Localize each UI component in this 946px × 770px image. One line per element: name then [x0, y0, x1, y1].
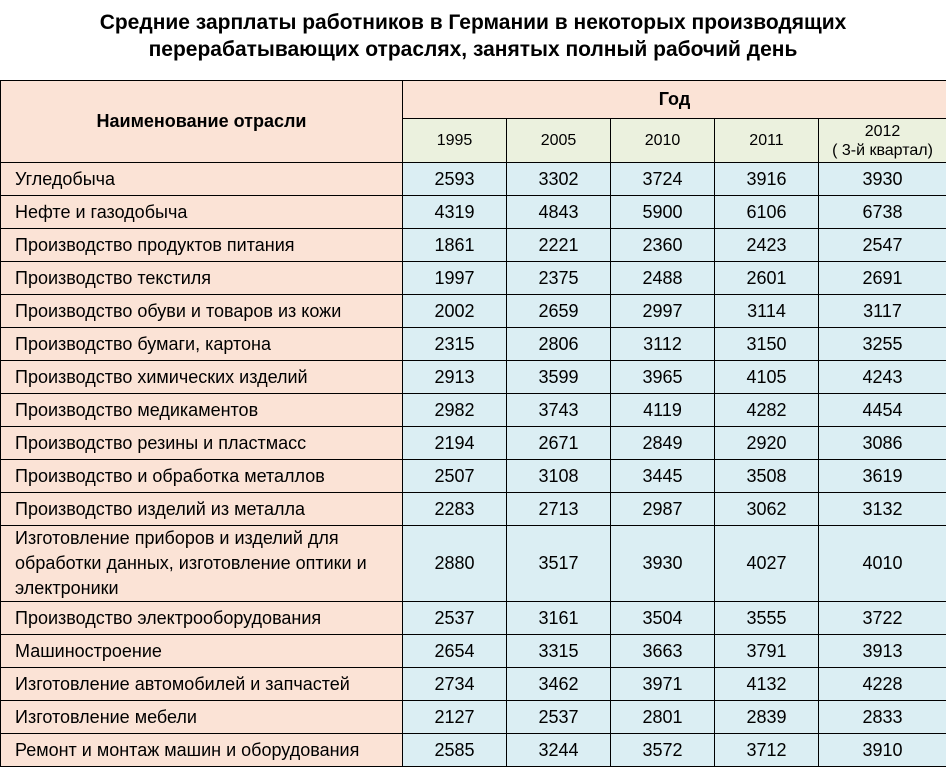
salary-value-cell: 2585 [403, 734, 507, 767]
year-header-2012-note: ( 3-й квартал) [832, 141, 933, 159]
industry-name-cell: Производство продуктов питания [1, 229, 403, 262]
salary-value-cell: 2537 [403, 602, 507, 635]
salary-value-cell: 3504 [611, 602, 715, 635]
salary-value-cell: 5900 [611, 196, 715, 229]
salary-value-cell: 3112 [611, 328, 715, 361]
salary-value-cell: 2913 [403, 361, 507, 394]
salary-value-cell: 4027 [715, 526, 819, 602]
salary-value-cell: 4243 [819, 361, 946, 394]
industry-name-cell: Ремонт и монтаж машин и оборудования [1, 734, 403, 767]
salary-value-cell: 3114 [715, 295, 819, 328]
salary-value-cell: 2601 [715, 262, 819, 295]
salary-value-cell: 2880 [403, 526, 507, 602]
salary-value-cell: 2801 [611, 701, 715, 734]
salary-value-cell: 6106 [715, 196, 819, 229]
salary-value-cell: 3965 [611, 361, 715, 394]
salary-value-cell: 3724 [611, 163, 715, 196]
table-row [1, 427, 946, 460]
industry-name-cell: Машиностроение [1, 635, 403, 668]
salary-table [0, 80, 946, 767]
salary-value-cell: 3913 [819, 635, 946, 668]
industry-name-cell: Производство бумаги, картона [1, 328, 403, 361]
salary-value-cell: 2507 [403, 460, 507, 493]
industry-name-cell: Производство текстиля [1, 262, 403, 295]
salary-value-cell: 3599 [507, 361, 611, 394]
salary-value-cell: 2849 [611, 427, 715, 460]
table-row [1, 526, 946, 602]
table-row [1, 328, 946, 361]
salary-value-cell: 2839 [715, 701, 819, 734]
salary-value-cell: 2315 [403, 328, 507, 361]
salary-value-cell: 3791 [715, 635, 819, 668]
salary-value-cell: 2593 [403, 163, 507, 196]
salary-value-cell: 4319 [403, 196, 507, 229]
page-title [0, 0, 946, 80]
table-row [1, 493, 946, 526]
year-group-header: Год [403, 81, 946, 119]
salary-value-cell: 4454 [819, 394, 946, 427]
salary-value-cell: 3150 [715, 328, 819, 361]
salary-value-cell: 2002 [403, 295, 507, 328]
salary-value-cell: 2671 [507, 427, 611, 460]
salary-value-cell: 2654 [403, 635, 507, 668]
salary-value-cell: 4119 [611, 394, 715, 427]
salary-value-cell: 3930 [611, 526, 715, 602]
salary-value-cell: 4010 [819, 526, 946, 602]
salary-value-cell: 3062 [715, 493, 819, 526]
table-row [1, 701, 946, 734]
salary-value-cell: 3930 [819, 163, 946, 196]
salary-value-cell: 3086 [819, 427, 946, 460]
industry-name-cell: Производство изделий из металла [1, 493, 403, 526]
salary-value-cell: 2488 [611, 262, 715, 295]
title-line-1: Средние зарплаты работников в Германии в некоторых производящих [99, 11, 847, 34]
salary-value-cell: 2375 [507, 262, 611, 295]
salary-value-cell: 3663 [611, 635, 715, 668]
salary-value-cell: 4132 [715, 668, 819, 701]
year-header-2012 [819, 119, 946, 163]
salary-value-cell: 3910 [819, 734, 946, 767]
salary-value-cell: 4228 [819, 668, 946, 701]
salary-value-cell: 2283 [403, 493, 507, 526]
table-row [1, 229, 946, 262]
salary-value-cell: 2691 [819, 262, 946, 295]
salary-value-cell: 2360 [611, 229, 715, 262]
industry-name-cell: Угледобыча [1, 163, 403, 196]
table-row [1, 734, 946, 767]
salary-value-cell: 2833 [819, 701, 946, 734]
industry-column-header: Наименование отрасли [1, 81, 403, 163]
salary-value-cell: 2920 [715, 427, 819, 460]
salary-value-cell: 2659 [507, 295, 611, 328]
salary-value-cell: 3916 [715, 163, 819, 196]
industry-name-cell: Изготовление автомобилей и запчастей [1, 668, 403, 701]
salary-value-cell: 3722 [819, 602, 946, 635]
salary-value-cell: 3619 [819, 460, 946, 493]
table-row [1, 262, 946, 295]
salary-value-cell: 4105 [715, 361, 819, 394]
salary-value-cell: 3117 [819, 295, 946, 328]
table-row [1, 635, 946, 668]
title-line-2: перерабатывающих отраслях, занятых полный рабочий день [148, 38, 798, 61]
year-header-2011: 2011 [715, 119, 819, 163]
year-header-2005: 2005 [507, 119, 611, 163]
industry-name-cell: Производство химических изделий [1, 361, 403, 394]
salary-value-cell: 3445 [611, 460, 715, 493]
salary-value-cell: 2127 [403, 701, 507, 734]
salary-value-cell: 2987 [611, 493, 715, 526]
table-row [1, 163, 946, 196]
salary-value-cell: 2806 [507, 328, 611, 361]
salary-value-cell: 3302 [507, 163, 611, 196]
table-row [1, 394, 946, 427]
salary-value-cell: 3971 [611, 668, 715, 701]
salary-value-cell: 3132 [819, 493, 946, 526]
salary-value-cell: 6738 [819, 196, 946, 229]
salary-value-cell: 2221 [507, 229, 611, 262]
salary-value-cell: 2194 [403, 427, 507, 460]
table-row [1, 196, 946, 229]
industry-name-cell: Изготовление приборов и изделий для обработки данных, изготовление оптики и электроники [1, 526, 403, 602]
table-row [1, 460, 946, 493]
industry-name-cell: Производство медикаментов [1, 394, 403, 427]
salary-value-cell: 3255 [819, 328, 946, 361]
industry-name-cell: Изготовление мебели [1, 701, 403, 734]
salary-value-cell: 3315 [507, 635, 611, 668]
salary-value-cell: 3555 [715, 602, 819, 635]
salary-value-cell: 2997 [611, 295, 715, 328]
salary-value-cell: 3572 [611, 734, 715, 767]
table-row [1, 668, 946, 701]
year-header-2010: 2010 [611, 119, 715, 163]
year-header-1995: 1995 [403, 119, 507, 163]
table-row [1, 295, 946, 328]
salary-value-cell: 1861 [403, 229, 507, 262]
salary-value-cell: 3161 [507, 602, 611, 635]
year-header-2012-year: 2012 [864, 122, 901, 140]
table-body [1, 163, 946, 767]
salary-value-cell: 2547 [819, 229, 946, 262]
table-row [1, 602, 946, 635]
salary-value-cell: 2423 [715, 229, 819, 262]
salary-value-cell: 4843 [507, 196, 611, 229]
salary-value-cell: 3517 [507, 526, 611, 602]
industry-name-cell: Нефте и газодобыча [1, 196, 403, 229]
salary-value-cell: 2982 [403, 394, 507, 427]
salary-value-cell: 3508 [715, 460, 819, 493]
table-row [1, 361, 946, 394]
industry-name-cell: Производство обуви и товаров из кожи [1, 295, 403, 328]
industry-name-cell: Производство электрооборудования [1, 602, 403, 635]
salary-value-cell: 3108 [507, 460, 611, 493]
industry-name-cell: Производство резины и пластмасс [1, 427, 403, 460]
salary-value-cell: 2713 [507, 493, 611, 526]
salary-value-cell: 3462 [507, 668, 611, 701]
salary-value-cell: 3244 [507, 734, 611, 767]
industry-name-cell: Производство и обработка металлов [1, 460, 403, 493]
salary-value-cell: 2537 [507, 701, 611, 734]
salary-value-cell: 2734 [403, 668, 507, 701]
salary-value-cell: 1997 [403, 262, 507, 295]
salary-value-cell: 3712 [715, 734, 819, 767]
salary-value-cell: 4282 [715, 394, 819, 427]
salary-value-cell: 3743 [507, 394, 611, 427]
